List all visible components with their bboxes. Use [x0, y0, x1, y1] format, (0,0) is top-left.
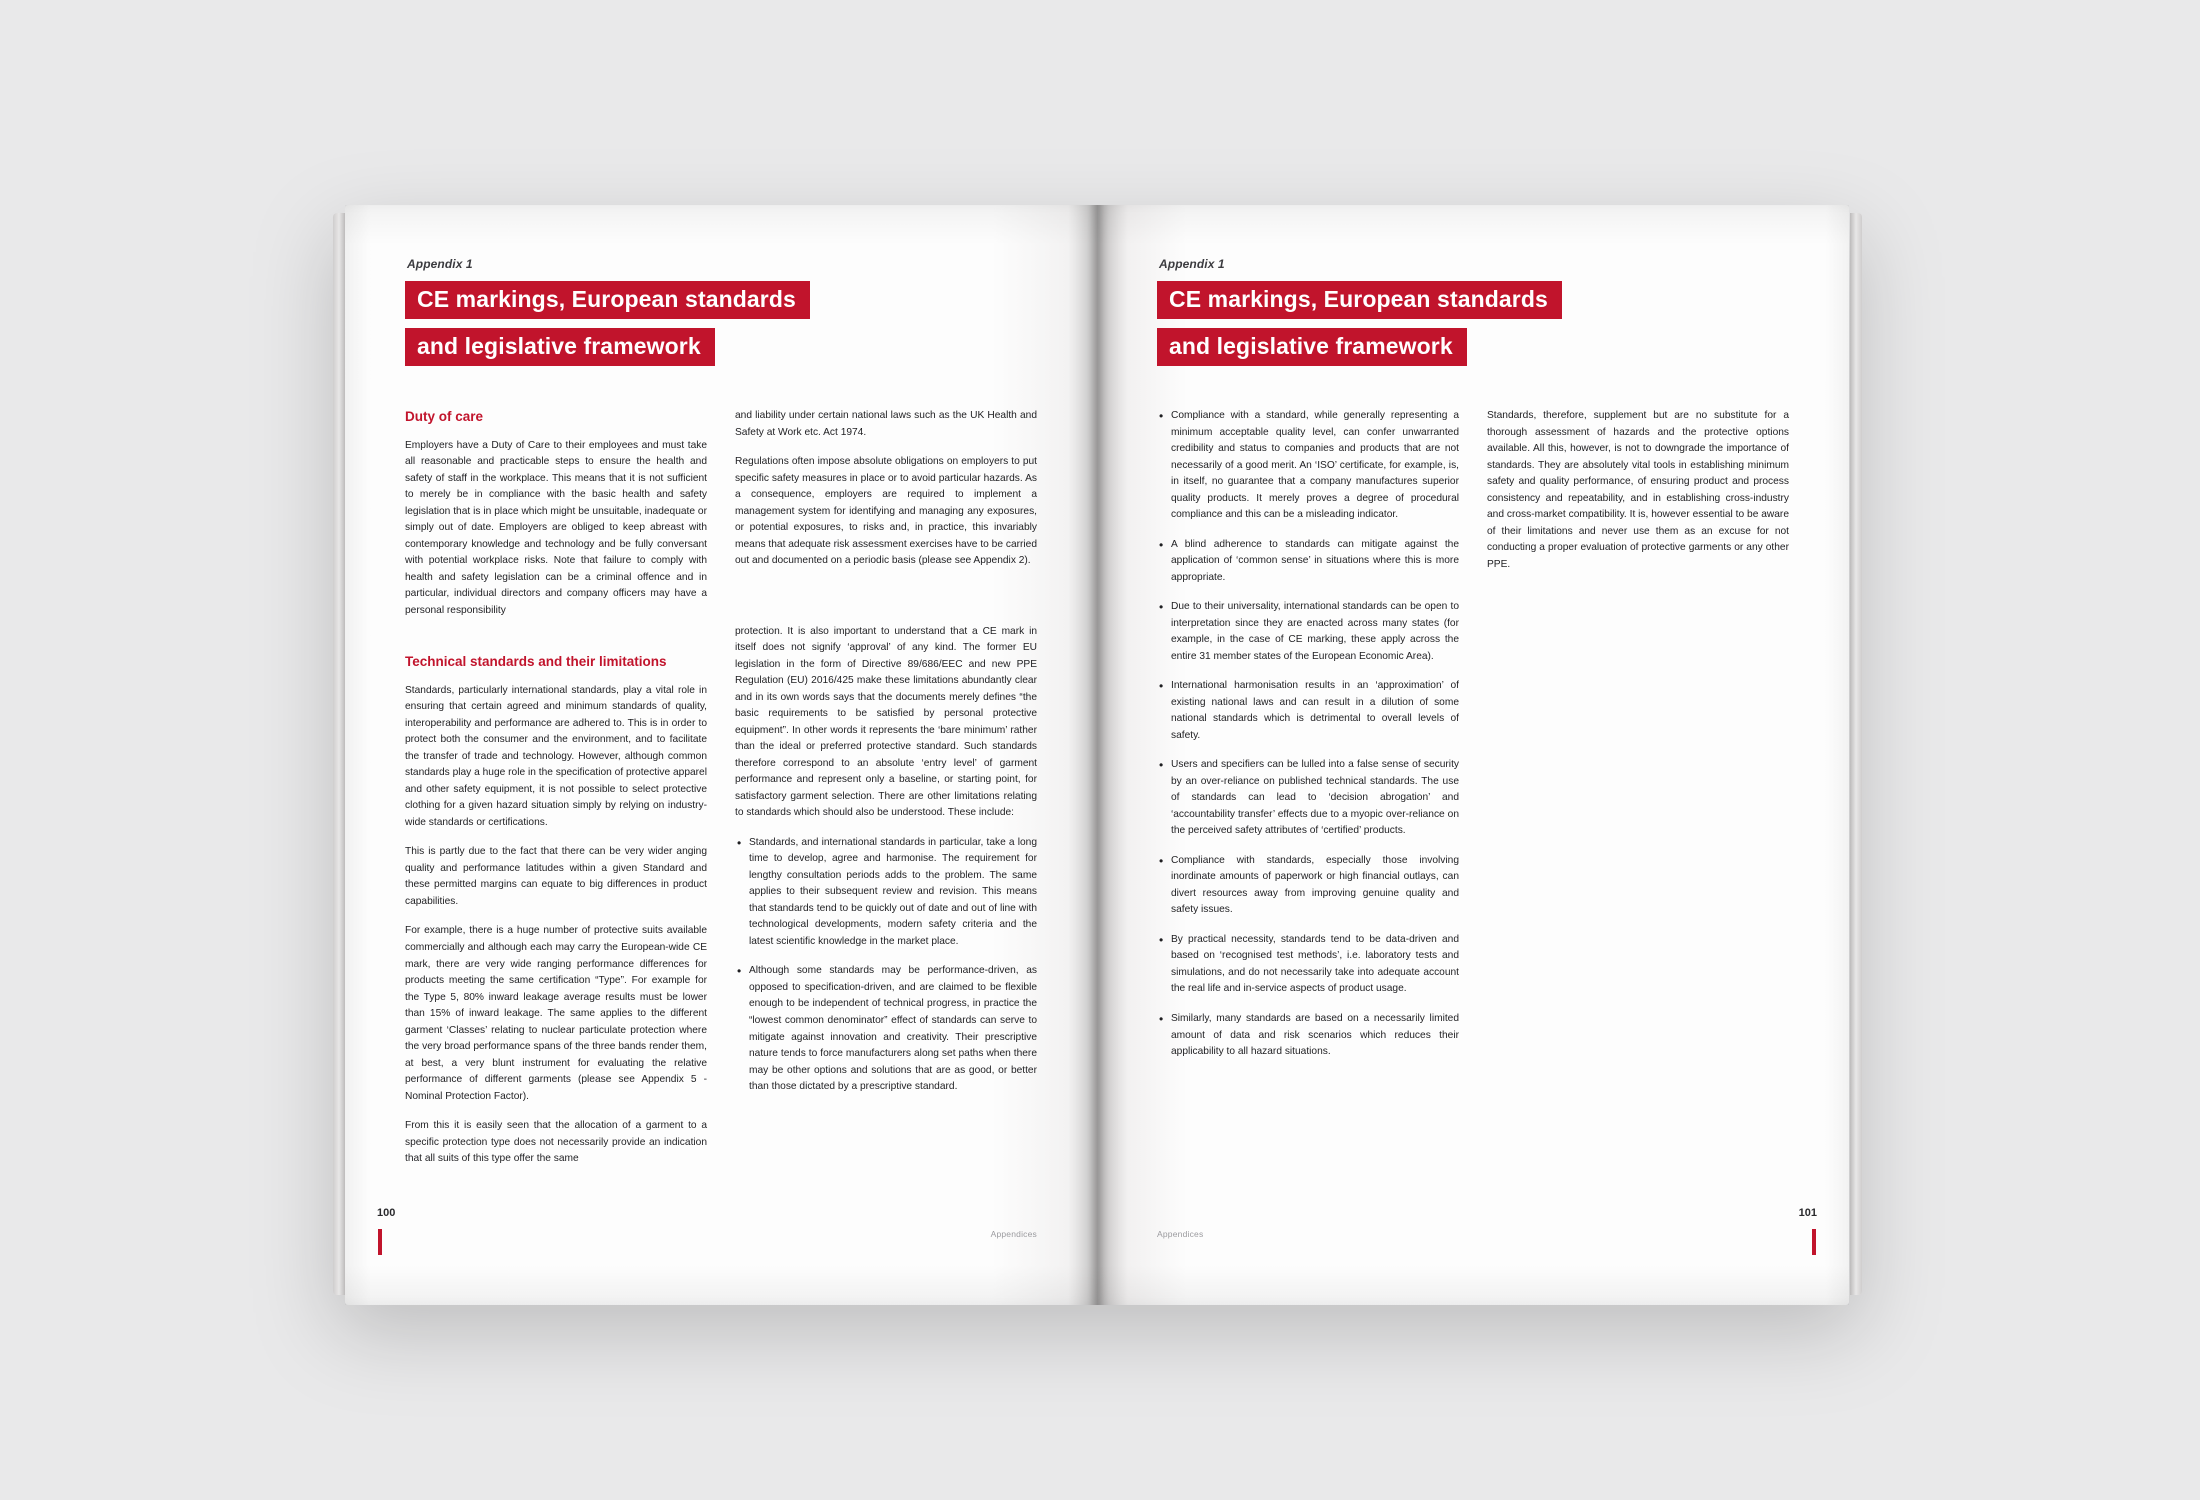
list-item: • Although some standards may be performance-driven, as opposed to specification-driven, and are claimed to be flexible enough to be independent of technical progress, in practice the “lowest common denominator” effect of standards can serve to mitigate against innovation and creativity. Their prescriptive nature tends to force manufacturers along set paths when there may be other options and solutions that are as good, or better than those dictated by a prescriptive standard. [735, 963, 1037, 1095]
column-2-right [1487, 408, 1789, 1061]
page-number-left: 100 [377, 1207, 396, 1219]
page-left [345, 205, 1097, 1305]
page-shading-bottom [345, 1265, 1097, 1305]
column-2-left [735, 408, 1037, 1168]
list-item: • By practical necessity, standards tend to be data-driven and based on ‘recognised test methods’, i.e. laboratory tests and simulations, and do not necessarily take into adequate account the real life and in-service aspects of product usage. [1157, 932, 1459, 998]
paragraph-closing-standards: Standards, therefore, supplement but are no substitute for a thorough assessment of hazards and the protective options available. All this, however, is not to downgrade the importance of standards. They are absolutely vital tools in establishing minimum safety and quality performance, of ensuring product and process consistency and repeatability, and in establishing cross-industry and cross-market compatibility. It is, however essential to be aware of their limitations and never use them as an excuse for not conducting a proper evaluation of protective garments or any other PPE. [1487, 410, 1789, 570]
section-heading-technical-standards: Technical standards and their limitations [405, 654, 667, 670]
paragraph-technical-2: This is partly due to the fact that there can be very wider anging quality and performance latitudes within a given Standard and these permitted margins can equate to big differences in product capabilities. [405, 846, 707, 907]
column-layout-right [1157, 408, 1789, 1061]
appendix-label: Appendix 1 [407, 257, 473, 271]
list-item: • A blind adherence to standards can mitigate against the application of ‘common sense’ in situations where this is more appropriate. [1157, 537, 1459, 587]
page-shading-top-right [1097, 205, 1849, 245]
list-item: • Compliance with a standard, while generally representing a minimum acceptable quality level, can confer unwarranted credibility and status to companies and products that are not necessarily of a good merit. An ‘ISO’ certificate, for example, is, in itself, no guarantee that a company manufactures superior quality products. It merely proves a degree of procedural compliance and this can be a misleading indicator. [1157, 408, 1459, 524]
paragraph-technical-1: Standards, particularly international standards, play a vital role in ensuring that certain agreed and minimum standards of quality, interoperability and performance are adhered to. This is in order to protect both the consumer and the environment, and to facilitate the transfer of trade and technology. However, although common standards play a huge role in the specification of protective apparel and other safety equipment, it is not possible to select protective clothing for a given hazard situation simply by relying on industry-wide standards or certifications. [405, 684, 707, 828]
column-1-right [1157, 408, 1459, 1061]
page-shading-top [345, 205, 1097, 245]
list-item: • Users and specifiers can be lulled into a false sense of security by an over-reliance on published technical standards. The use of standards can lead to ‘decision abrogation’ and ‘accountability transfer’ effects due to a myopic over-reliance on the perceived safety attributes of ‘certified’ products. [1157, 757, 1459, 840]
paragraph-technical-4: From this it is easily seen that the allocation of a garment to a specific protection type does not necessarily provide an indication that all suits of this type offer the same [405, 1120, 707, 1165]
list-item: • Similarly, many standards are based on a necessarily limited amount of data and risk scenarios which reduces their applicability to all hazard situations. [1157, 1011, 1459, 1061]
open-book-mockup [345, 205, 1850, 1305]
page-title-line-2: and legislative framework [405, 328, 715, 366]
page-block-edge-left [333, 213, 345, 1295]
page-right [1097, 205, 1849, 1305]
column-layout-left [405, 408, 1037, 1168]
page-block-edge-right [1850, 213, 1862, 1295]
limitations-bullet-list-left [735, 835, 1037, 1096]
list-item: • Standards, and international standards in particular, take a long time to develop, agree and harmonise. The requirement for lengthy consultation periods adds to the problem. The same applies to their subsequent review and revision. This means that standards tend to be quickly out of date and out of line with technological developments, modern safety criteria and the latest scientific knowledge in the market place. [735, 835, 1037, 951]
paragraph-technical-3: For example, there is a huge number of protective suits available commercially and although each may carry the European-wide CE mark, there are very wide ranging performance differences for products meeting the same certification “Type”. For example for the Type 5, 80% inward leakage average results must be lower than 15% of inward leakage. The same applies to the different garment ‘Classes’ relating to nuclear particulate protection where the very broad performance spans of the three bands render them, at best, a very blunt instrument for evaluating the relative performance of different garments (please see Appendix 5 - Nominal Protection Factor). [405, 925, 707, 1102]
column-1-left [405, 408, 707, 1168]
section-heading-duty-of-care: Duty of care [405, 409, 484, 424]
list-item: • International harmonisation results in an ‘approximation’ of existing national laws and can result in a dilution of some national standards which is detrimental to overall levels of safety. [1157, 678, 1459, 744]
list-item: • Compliance with standards, especially those involving inordinate amounts of paperwork or high financial outlays, can divert resources away from improving genuine quality and safety issues. [1157, 853, 1459, 919]
paragraph-duty-of-care-continued: and liability under certain national laws such as the UK Health and Safety at Work etc. Act 1974. [735, 410, 1037, 438]
footer-accent-mark-right [1812, 1229, 1816, 1255]
appendix-label-right: Appendix 1 [1159, 257, 1225, 271]
paragraph-duty-of-care-1: Employers have a Duty of Care to their employees and must take all reasonable and practicable steps to ensure the health and safety of staff in the workplace. This means that it is not sufficient to merely be in compliance with the basic health and safety legislation that is in place which might be unsuitable, inadequate or simply out of date. Employers are obliged to keep abreast with contemporary knowledge and technology and be fully conversant with potential workplace risks. Note that failure to comply with health and safety legislation can be a criminal offence and in particular, individual directors and company officers may have a personal responsibility [405, 439, 707, 616]
list-item: • Due to their universality, international standards can be open to interpretation since they are enacted across many states (for example, in the case of CE marking, these apply across the entire 31 member states of the European Economic Area). [1157, 599, 1459, 665]
paragraph-technical-continued: protection. It is also important to understand that a CE mark in itself does not signify ‘approval’ of any kind. The former EU legislation in the form of Directive 89/686/EEC and new PPE Regulation (EU) 2016/425 make these limitations abundantly clear and in its own words says that the documents merely defines “the basic requirements to be satisfied by personal protective equipment”. In other words it represents the ‘bare minimum’ rather than the ideal or preferred protective standard. Such standards therefore correspond to an absolute ‘entry level’ of garment performance and represent only a baseline, or starting point, for satisfactory garment selection. There are other limitations relating to standards which should also be understood. These include: [735, 625, 1037, 819]
page-title-line-2-right: and legislative framework [1157, 328, 1467, 366]
running-footer-right: Appendices [1157, 1229, 1204, 1239]
page-title-line-1: CE markings, European standards [405, 281, 810, 319]
page-number-right: 101 [1798, 1207, 1817, 1219]
page-title-line-1-right: CE markings, European standards [1157, 281, 1562, 319]
paragraph-duty-of-care-2: Regulations often impose absolute obligations on employers to put specific safety measures in place or to avoid particular hazards. As a consequence, employers are required to implement a management system for identifying and managing any exposures, or potential exposures, to risks and, in practice, this invariably means that adequate risk assessment exercises have to be carried out and documented on a periodic basis (please see Appendix 2). [735, 456, 1037, 567]
running-footer-left: Appendices [990, 1229, 1037, 1239]
page-shading-bottom-right [1097, 1265, 1849, 1305]
limitations-bullet-list-right [1157, 408, 1459, 1061]
footer-accent-mark-left [378, 1229, 382, 1255]
